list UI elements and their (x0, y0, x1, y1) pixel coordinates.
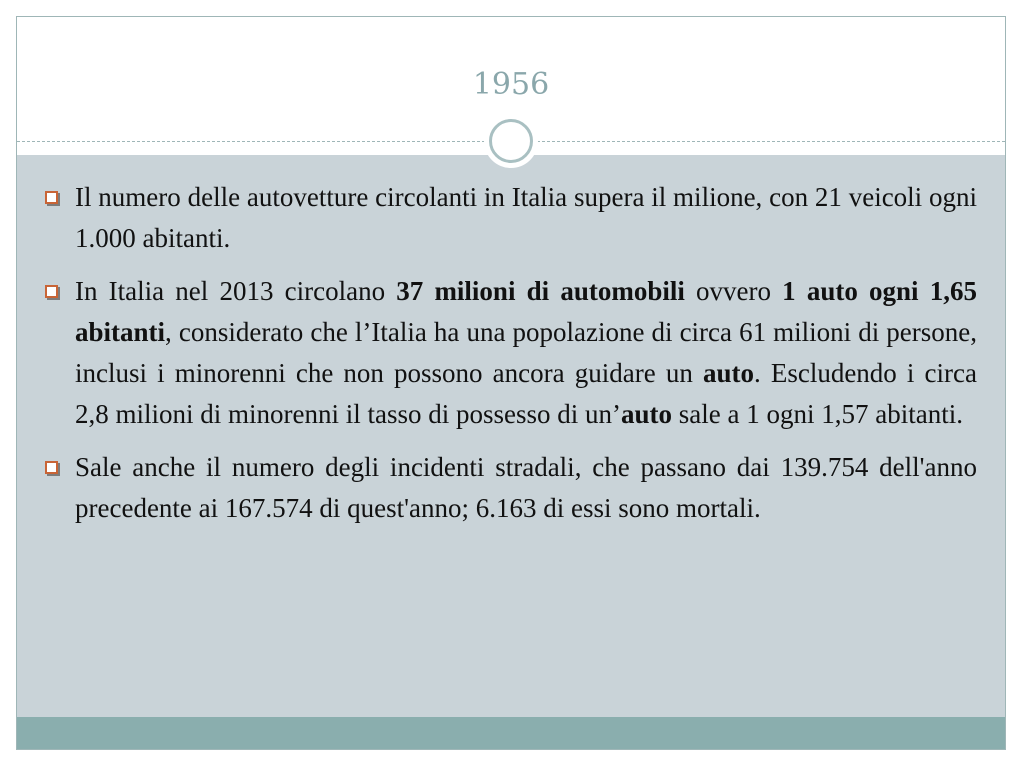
ring-ornament-icon (484, 114, 538, 168)
hollow-square-bullet-icon (45, 285, 58, 298)
bold-text-segment: auto (621, 399, 673, 429)
text-segment: Sale anche il numero degli incidenti stradali, che passano dai 139.754 dell'anno precedente ai 167.574 di quest'anno; 6.163 di essi sono mortali. (75, 452, 977, 523)
hollow-square-bullet-icon (45, 191, 58, 204)
hollow-square-bullet-icon (45, 461, 58, 474)
slide-title: 1956 (472, 67, 550, 102)
text-segment: , considerato che l’Italia ha una popolazione di circa 61 milioni di persone, inclusi i minorenni che non possono ancora guidare un (75, 317, 977, 388)
bullet-text (75, 276, 977, 429)
bold-text-segment: auto (702, 358, 754, 388)
bullet-list (45, 177, 977, 541)
bold-text-segment: 37 milioni di automobili (396, 276, 685, 306)
bold-text-segment: 1 auto ogni 1,65 abitanti (75, 276, 977, 347)
bullet-item (45, 447, 977, 529)
text-segment: Il numero delle autovetture circolanti in Italia supera il milione, con 21 veicoli ogni 1.000 abitanti. (75, 182, 977, 253)
bullet-item (45, 177, 977, 259)
text-segment: ovvero (684, 276, 783, 306)
slide (16, 16, 1006, 750)
text-segment: In Italia nel 2013 circolano (75, 276, 397, 306)
bullet-item (45, 271, 977, 435)
text-segment: . Escludendo i circa 2,8 milioni di minorenni il tasso di possesso di un’ (75, 358, 977, 429)
bullet-text (75, 182, 977, 253)
bullet-text (75, 452, 977, 523)
text-segment: sale a 1 ogni 1,57 abitanti. (672, 399, 963, 429)
footer-band (17, 717, 1005, 750)
